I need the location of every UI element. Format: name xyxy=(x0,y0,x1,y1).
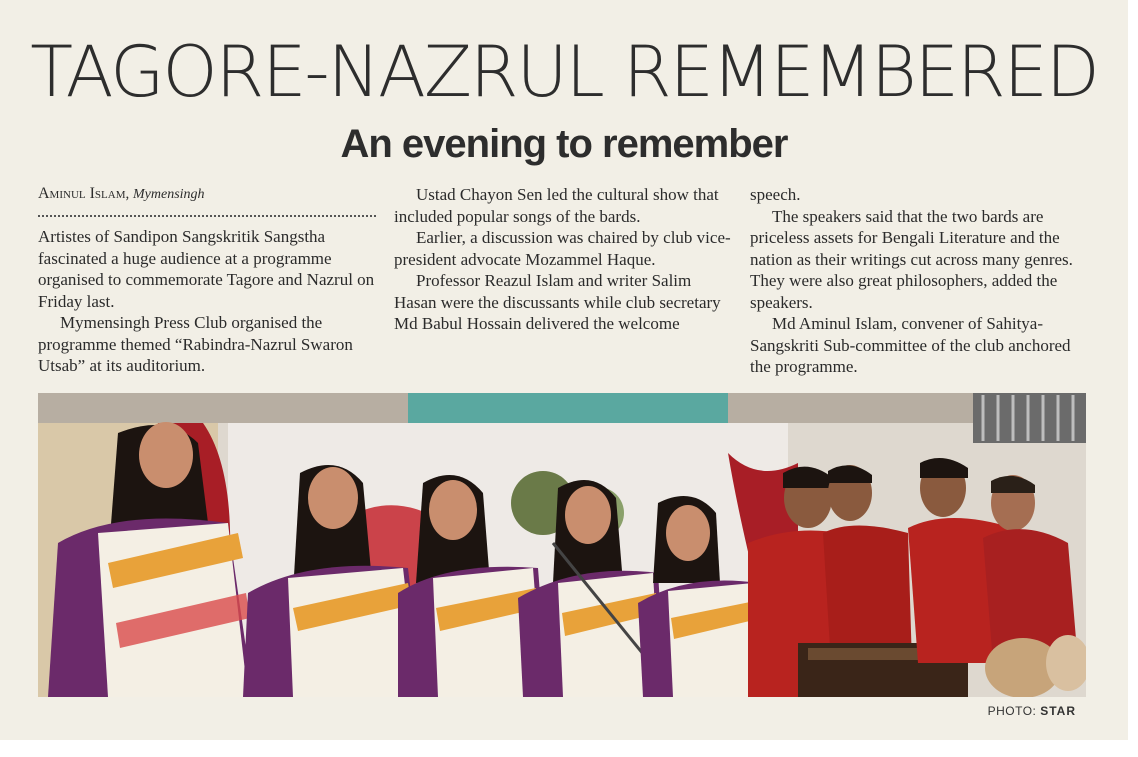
byline-divider xyxy=(38,215,376,217)
event-photo xyxy=(38,393,1086,697)
article-column-1 xyxy=(38,184,376,377)
photo-credit-source: STAR xyxy=(1040,704,1076,718)
byline-location: Mymensingh xyxy=(133,187,205,202)
photo-credit xyxy=(988,704,1076,718)
article-column-2 xyxy=(394,184,734,335)
article-column-3 xyxy=(750,184,1090,378)
photo-credit-label: PHOTO: xyxy=(987,704,1037,718)
photo-illustration xyxy=(38,393,1086,697)
signboard xyxy=(408,393,728,425)
paragraph: speech. xyxy=(750,185,801,204)
byline-author: Aminul Islam xyxy=(38,185,126,202)
paragraph: Professor Reazul Islam and writer Salim Hasan were the discussants while club secretary Md Babul Hossain delivered the welcome xyxy=(394,271,721,333)
subheadline: An evening to remember xyxy=(340,122,788,166)
paragraph: Ustad Chayon Sen led the cultural show that included popular songs of the bards. xyxy=(394,185,719,226)
headline: TAGORE-NAZRUL REMEMBERED xyxy=(30,31,1098,113)
byline xyxy=(38,184,376,205)
paragraph: The speakers said that the two bards are priceless assets for Bengali Literature and the nation as their writings cut across many genres. They were also great philosophers, added the speakers. xyxy=(750,206,1073,312)
paragraph: Earlier, a discussion was chaired by club vice-president advocate Mozammel Haque. xyxy=(394,228,731,269)
paragraph: Artistes of Sandipon Sangskritik Sangstha fascinated a huge audience at a programme organised to commemorate Tagore and Nazrul on Friday last. xyxy=(38,227,375,311)
byline-separator: , xyxy=(125,186,130,202)
paragraph: Md Aminul Islam, convener of Sahitya-Sangskriti Sub-committee of the club anchored the programme. xyxy=(750,314,1071,376)
paragraph: Mymensingh Press Club organised the programme themed “Rabindra-Nazrul Swaron Utsab” at its auditorium. xyxy=(38,313,353,375)
